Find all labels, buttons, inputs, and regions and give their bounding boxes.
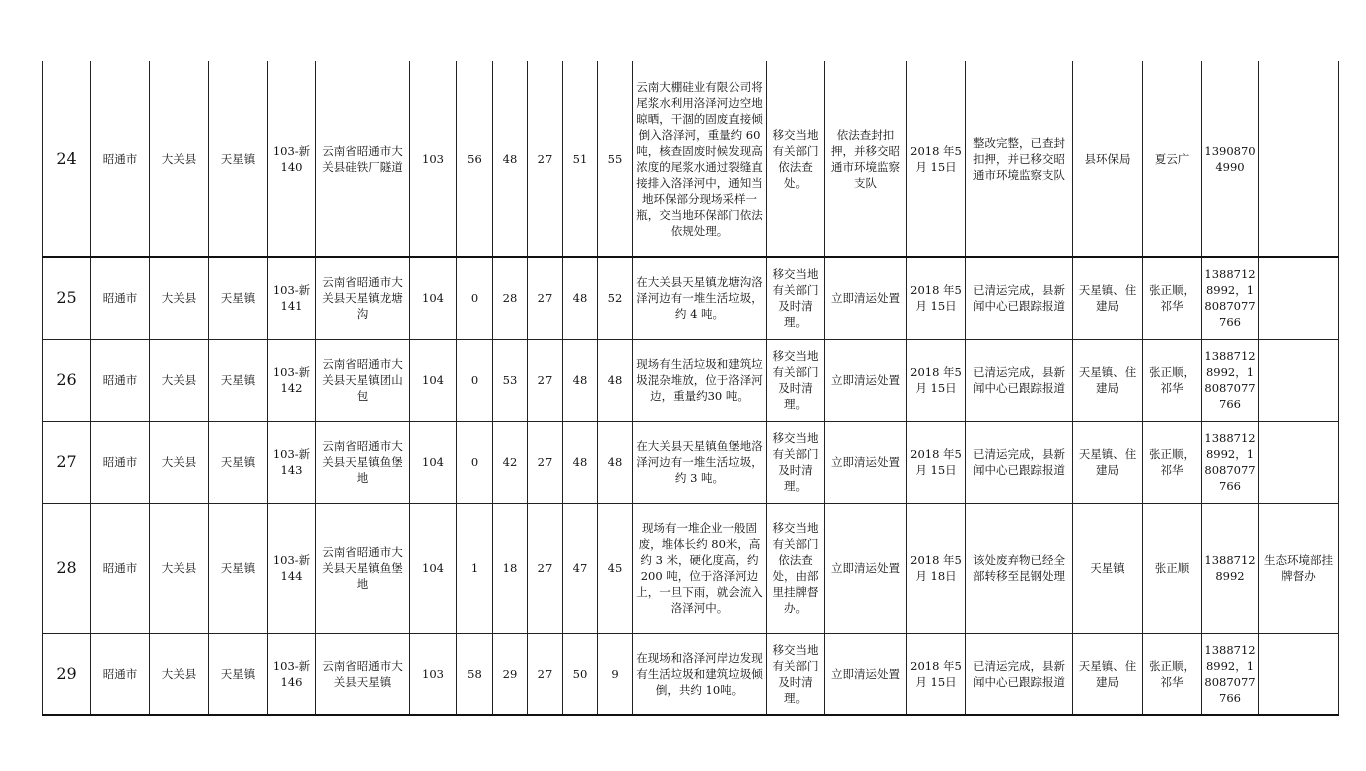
- coord-4: 27: [528, 61, 563, 257]
- record-code: 103-新142: [268, 339, 316, 421]
- contact-phone: 13887128992，18087077766: [1202, 339, 1259, 421]
- coord-6: 48: [598, 339, 633, 421]
- handling-action: 立即清运处置: [825, 633, 907, 715]
- responsible-person: 张正顺: [1143, 503, 1202, 633]
- location-cell: 云南省昭通市大关县天星镇鱼堡地: [316, 503, 410, 633]
- problem-description: 云南大棚硅业有限公司将尾浆水利用洛泽河边空地晾晒，干涸的固废直接倾倒入洛泽河，重量约 60 吨，核查固废时候发现高浓度的尾浆水通过裂缝直接排入洛泽河中，通知当地环保部分现场采样一瓶，交当地环保部门依法依规处理。: [633, 61, 767, 257]
- deadline-date: 2018 年5 月 15日: [907, 339, 966, 421]
- city-cell: 昭通市: [91, 633, 150, 715]
- town-cell: 天星镇: [209, 257, 268, 339]
- coord-3: 48: [493, 61, 528, 257]
- location-cell: 云南省昭通市大关县天星镇龙塘沟: [316, 257, 410, 339]
- table-row: [43, 421, 1339, 503]
- coord-2: 1: [457, 503, 493, 633]
- remark-cell: [1259, 339, 1339, 421]
- town-cell: 天星镇: [209, 421, 268, 503]
- city-cell: 昭通市: [91, 421, 150, 503]
- record-number: 29: [43, 633, 91, 715]
- location-cell: 云南省昭通市大关县硅铁厂隧道: [316, 61, 410, 257]
- coord-4: 27: [528, 257, 563, 339]
- city-cell: 昭通市: [91, 257, 150, 339]
- disposal-measure: 移交当地有关部门及时清理。: [767, 633, 825, 715]
- coord-2: 0: [457, 421, 493, 503]
- record-code: 103-新146: [268, 633, 316, 715]
- contact-phone: 13887128992，18087077766: [1202, 257, 1259, 339]
- county-cell: 大关县: [150, 503, 209, 633]
- responsible-person: 张正顺，祁华: [1143, 421, 1202, 503]
- record-code: 103-新143: [268, 421, 316, 503]
- remark-cell: [1259, 257, 1339, 339]
- handling-action: 依法查封扣押，并移交昭通市环境监察支队: [825, 61, 907, 257]
- remark-cell: [1259, 421, 1339, 503]
- county-cell: 大关县: [150, 339, 209, 421]
- problem-description: 现场有生活垃圾和建筑垃圾混杂堆放，位于洛泽河边，重量约30 吨。: [633, 339, 767, 421]
- coord-6: 55: [598, 61, 633, 257]
- responsible-person: 张正顺，祁华: [1143, 257, 1202, 339]
- coord-1: 104: [410, 257, 457, 339]
- problem-description: 在大关县天星镇龙塘沟洛泽河边有一堆生活垃圾，约 4 吨。: [633, 257, 767, 339]
- location-cell: 云南省昭通市大关县天星镇团山包: [316, 339, 410, 421]
- record-code: 103-新140: [268, 61, 316, 257]
- coord-3: 28: [493, 257, 528, 339]
- record-number: 26: [43, 339, 91, 421]
- disposal-measure: 移交当地有关部门依法查处，由部里挂牌督办。: [767, 503, 825, 633]
- coord-5: 48: [563, 421, 598, 503]
- city-cell: 昭通市: [91, 61, 150, 257]
- contact-phone: 13908704990: [1202, 61, 1259, 257]
- contact-phone: 13887128992: [1202, 503, 1259, 633]
- handling-action: 立即清运处置: [825, 339, 907, 421]
- disposal-measure: 移交当地有关部门及时清理。: [767, 339, 825, 421]
- responsible-person: 张正顺，祁华: [1143, 339, 1202, 421]
- county-cell: 大关县: [150, 421, 209, 503]
- table-row: [43, 339, 1339, 421]
- city-cell: 昭通市: [91, 503, 150, 633]
- coord-5: 50: [563, 633, 598, 715]
- table-row: [43, 257, 1339, 339]
- responsible-person: 夏云广: [1143, 61, 1202, 257]
- county-cell: 大关县: [150, 633, 209, 715]
- town-cell: 天星镇: [209, 503, 268, 633]
- handling-action: 立即清运处置: [825, 503, 907, 633]
- coord-1: 103: [410, 633, 457, 715]
- coord-3: 29: [493, 633, 528, 715]
- handling-action: 立即清运处置: [825, 257, 907, 339]
- coord-5: 47: [563, 503, 598, 633]
- responsible-unit: 天星镇、住建局: [1073, 257, 1143, 339]
- coord-5: 48: [563, 339, 598, 421]
- coord-4: 27: [528, 503, 563, 633]
- deadline-date: 2018 年5 月 15日: [907, 421, 966, 503]
- report-table: [42, 61, 1339, 716]
- coord-6: 9: [598, 633, 633, 715]
- location-cell: 云南省昭通市大关县天星镇鱼堡地: [316, 421, 410, 503]
- rectification-status: 该处废弃物已经全部转移至昆钢处理: [966, 503, 1073, 633]
- remark-cell: [1259, 633, 1339, 715]
- coord-2: 58: [457, 633, 493, 715]
- coord-6: 52: [598, 257, 633, 339]
- contact-phone: 13887128992，18087077766: [1202, 633, 1259, 715]
- location-cell: 云南省昭通市大关县天星镇: [316, 633, 410, 715]
- rectification-status: 已清运完成，县新闻中心已跟踪报道: [966, 633, 1073, 715]
- coord-1: 104: [410, 421, 457, 503]
- coord-1: 104: [410, 503, 457, 633]
- town-cell: 天星镇: [209, 61, 268, 257]
- responsible-person: 张正顺，祁华: [1143, 633, 1202, 715]
- coord-1: 103: [410, 61, 457, 257]
- table-row: [43, 61, 1339, 257]
- deadline-date: 2018 年5 月 15日: [907, 257, 966, 339]
- coord-5: 48: [563, 257, 598, 339]
- coord-6: 48: [598, 421, 633, 503]
- town-cell: 天星镇: [209, 339, 268, 421]
- report-table-page: [42, 61, 1338, 716]
- responsible-unit: 天星镇、住建局: [1073, 633, 1143, 715]
- coord-4: 27: [528, 421, 563, 503]
- coord-2: 0: [457, 257, 493, 339]
- rectification-status: 已清运完成，县新闻中心已跟踪报道: [966, 421, 1073, 503]
- county-cell: 大关县: [150, 61, 209, 257]
- rectification-status: 整改完整，已查封扣押，并已移交昭通市环境监察支队: [966, 61, 1073, 257]
- disposal-measure: 移交当地有关部门及时清理。: [767, 257, 825, 339]
- responsible-unit: 县环保局: [1073, 61, 1143, 257]
- deadline-date: 2018 年5 月 18日: [907, 503, 966, 633]
- city-cell: 昭通市: [91, 339, 150, 421]
- rectification-status: 已清运完成，县新闻中心已跟踪报道: [966, 339, 1073, 421]
- remark-cell: 生态环境部挂牌督办: [1259, 503, 1339, 633]
- responsible-unit: 天星镇: [1073, 503, 1143, 633]
- record-number: 28: [43, 503, 91, 633]
- coord-2: 56: [457, 61, 493, 257]
- remark-cell: [1259, 61, 1339, 257]
- record-code: 103-新144: [268, 503, 316, 633]
- coord-3: 53: [493, 339, 528, 421]
- coord-5: 51: [563, 61, 598, 257]
- county-cell: 大关县: [150, 257, 209, 339]
- table-row: [43, 503, 1339, 633]
- deadline-date: 2018 年5 月 15日: [907, 633, 966, 715]
- responsible-unit: 天星镇、住建局: [1073, 421, 1143, 503]
- problem-description: 在大关县天星镇鱼堡地洛泽河边有一堆生活垃圾，约 3 吨。: [633, 421, 767, 503]
- problem-description: 在现场和洛泽河岸边发现有生活垃圾和建筑垃圾倾倒，共约 10吨。: [633, 633, 767, 715]
- record-code: 103-新141: [268, 257, 316, 339]
- coord-3: 18: [493, 503, 528, 633]
- coord-4: 27: [528, 633, 563, 715]
- record-number: 27: [43, 421, 91, 503]
- disposal-measure: 移交当地有关部门依法查处。: [767, 61, 825, 257]
- coord-3: 42: [493, 421, 528, 503]
- coord-2: 0: [457, 339, 493, 421]
- rectification-status: 已清运完成，县新闻中心已跟踪报道: [966, 257, 1073, 339]
- deadline-date: 2018 年5 月 15日: [907, 61, 966, 257]
- coord-4: 27: [528, 339, 563, 421]
- town-cell: 天星镇: [209, 633, 268, 715]
- record-number: 24: [43, 61, 91, 257]
- record-number: 25: [43, 257, 91, 339]
- handling-action: 立即清运处置: [825, 421, 907, 503]
- contact-phone: 13887128992，18087077766: [1202, 421, 1259, 503]
- coord-6: 45: [598, 503, 633, 633]
- coord-1: 104: [410, 339, 457, 421]
- responsible-unit: 天星镇、住建局: [1073, 339, 1143, 421]
- problem-description: 现场有一堆企业一般固废，堆体长约 80米，高约 3 米，硬化度高，约 200 吨，位于洛泽河边上，一旦下雨，就会流入洛泽河中。: [633, 503, 767, 633]
- table-row: [43, 633, 1339, 715]
- disposal-measure: 移交当地有关部门及时清理。: [767, 421, 825, 503]
